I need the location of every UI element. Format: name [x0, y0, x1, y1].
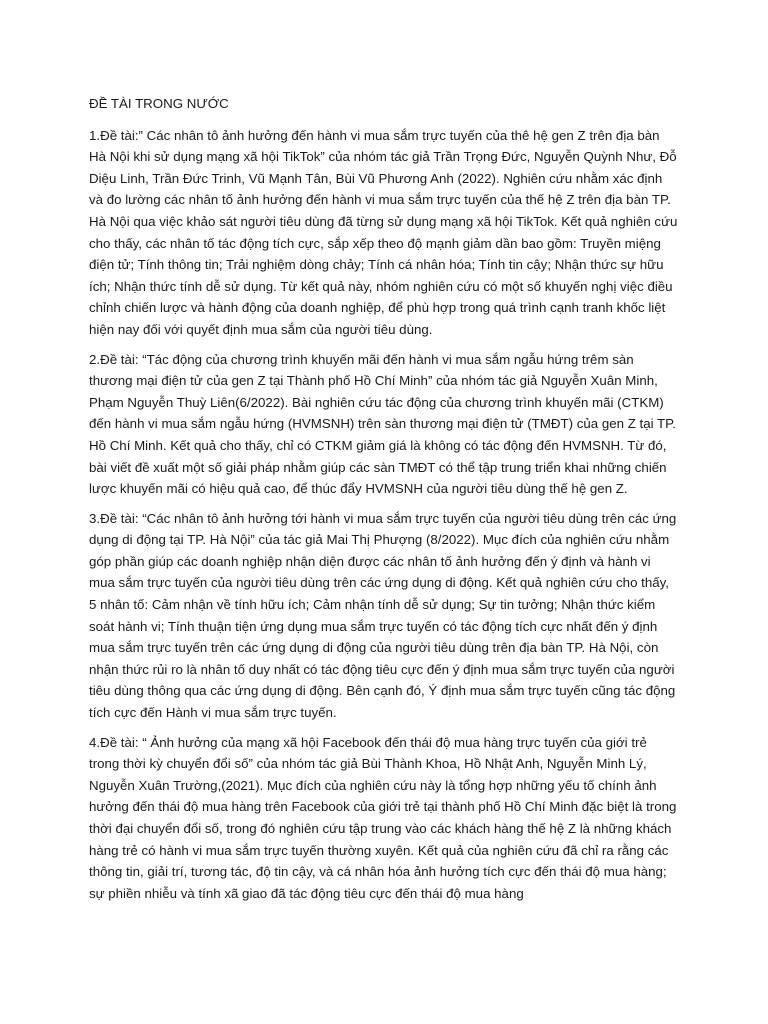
research-paragraph-1: 1.Đề tài:” Các nhân tô ảnh hưởng đến hành vi mua sắm trực tuyến của thê hệ gen Z trên địa bàn Hà Nội khi sử dụng mạng xã hội TikTok” của nhóm tác giả Trần Trọng Đức, Nguyễn Quỳnh Như, Đỗ Diệu Linh, Trần Đức Trinh, Vũ Mạnh Tân, Bùi Vũ Phương Anh (2022). Nghiên cứu nhằm xác định và đo lường các nhân tố ảnh hưởng đến hành vi mua sắm trực tuyến của thế hệ Z trên địa bàn TP. Hà Nội qua việc khảo sát người tiêu dùng đã từng sử dụng mạng xã hội TikTok. Kết quả nghiên cứu cho thấy, các nhân tố tác động tích cực, sắp xếp theo độ mạnh giảm dần bao gồm: Truyền miệng điện tử; Tính thông tin; Trải nghiệm dòng chảy; Tính cá nhân hóa; Tính tin cậy; Nhận thức sự hữu ích; Nhận thức tính dễ sử dụng. Từ kết quả này, nhóm nghiên cứu có một số khuyến nghị việc điều chỉnh chiến lược và hành động của doanh nghiệp, để phù hợp trong quá trình cạnh tranh khốc liệt hiện nay đối với quyết định mua sắm của người tiêu dùng.	[89, 127, 678, 337]
document-heading: ĐỀ TÀI TRONG NƯỚC	[89, 96, 229, 111]
research-paragraph-3: 3.Đề tài: “Các nhân tô ảnh hưởng tới hành vi mua sắm trực tuyến của người tiêu dùng trên các ứng dụng di động tại TP. Hà Nội” của tác giả Mai Thị Phượng (8/2022). Mục đích của nghiên cứu nhằm góp phần giúp các doanh nghiệp nhận diện được các nhân tố ảnh hưởng đến ý định và hành vi mua sắm trực tuyến của người tiêu dùng trên các ứng dụng di động. Kết quả nghiên cứu cho thấy, 5 nhân tố: Cảm nhận về tính hữu ích; Cảm nhận tính dễ sử dụng; Sự tin tưởng; Nhận thức kiểm soát hành vi; Tính thuận tiện ứng dụng mua sắm trực tuyến có tác động tích cực nhất đến ý định mua sắm trực tuyến trên các ứng dụng di động của người tiêu dùng trên địa bàn TP. Hà Nội, còn nhận thức rủi ro là nhân tố duy nhất có tác động tiêu cực đến ý định mua sắm trực tuyến của người tiêu dùng thông qua các ứng dụng di động. Bên cạnh đó, Ý định mua sắm trực tuyến cũng tác động tích cực đến Hành vi mua sắm trực tuyến.	[89, 510, 677, 721]
research-paragraph-4: 4.Đề tài: “ Ảnh hưởng của mạng xã hội Facebook đến thái độ mua hàng trực tuyến của giới trẻ trong thời kỳ chuyển đổi số” của nhóm tác giả Bùi Thành Khoa, Hồ Nhật Anh, Nguyễn Minh Lý, Nguyễn Xuân Trường,(2021). Mục đích của nghiên cứu này là tổng hợp những yếu tố chính ảnh hưởng đến thái độ mua hàng trên Facebook của giới trẻ tại thành phố Hồ Chí Minh đặc biệt là trong thời đại chuyển đổi số, trong đó nghiên cứu tập trung vào các khách hàng thế hệ Z là những khách hàng trẻ có hành vi mua sắm trực tuyến thường xuyên. Kết quả của nghiên cứu đã chỉ ra rằng các thông tin, giải trí, tương tác, độ tin cậy, và cá nhân hóa ảnh hưởng tích cực đến thái độ mua hàng; sự phiền nhiễu và tính xã giao đã tác động tiêu cực đến thái độ mua hàng	[89, 734, 677, 901]
research-paragraph-2: 2.Đề tài: “Tác động của chương trình khuyến mãi đến hành vi mua sắm ngẫu hứng trêm sàn thương mại điện tử của gen Z tại Thành phố Hồ Chí Minh” của nhóm tác giả Nguyễn Xuân Minh, Phạm Nguyễn Thuỳ Liên(6/2022). Bài nghiên cứu tác động của chương trình khuyến mãi (CTKM) đến hành vi mua sắm ngẫu hứng (HVMSNH) trên sàn thương mại điện tử (TMĐT) của gen Z tại TP. Hồ Chí Minh. Kết quả cho thấy, chỉ có CTKM giảm giá là không có tác động đến HVMSNH. Từ đó, bài viết đề xuất một số giải pháp nhằm giúp các sàn TMĐT có thể tập trung triển khai những chiến lược khuyến mãi có hiệu quả cao, để thúc đẩy HVMSNH của người tiêu dùng thế hệ gen Z.	[89, 351, 677, 497]
